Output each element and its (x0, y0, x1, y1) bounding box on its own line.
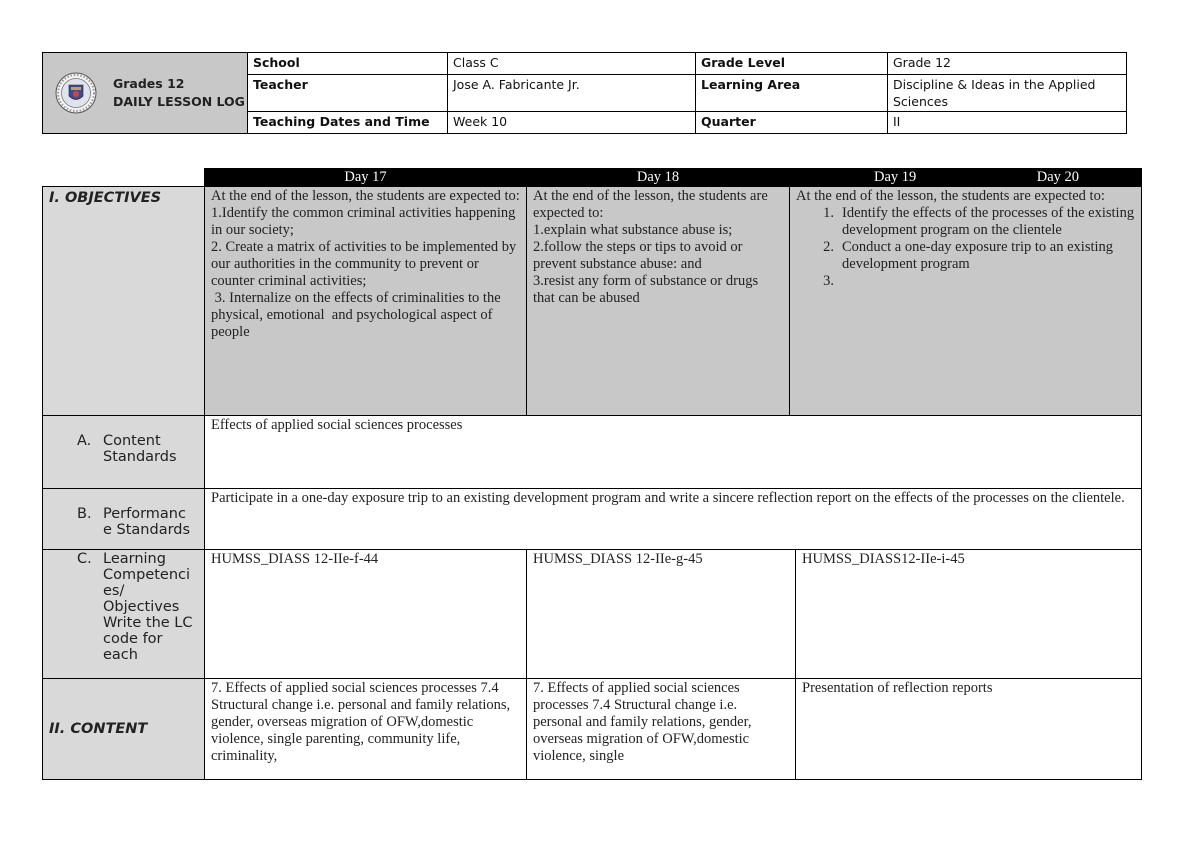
quarter-value: II (888, 112, 1127, 134)
day17-lc-code: HUMSS_DIASS 12-IIe-f-44 (205, 550, 527, 679)
school-value: Class C (448, 53, 696, 75)
list-number: 2. (823, 239, 835, 255)
day18-objective-intro: At the end of the lesson, the students are expected to: (533, 188, 768, 221)
teacher-value: Jose A. Fabricante Jr. (448, 75, 696, 112)
log-title (113, 75, 245, 111)
content-standards-text: Effects of applied social sciences processes (205, 416, 1142, 489)
list-text (842, 273, 1135, 290)
performance-standards-row (43, 489, 1142, 550)
performance-standards-letter: B. (77, 506, 92, 522)
content-row (43, 679, 1142, 780)
day17-objective-3: 3. Internalize on the effects of criminalities to the physical, emotional and psychological aspect of people (211, 290, 505, 340)
list-item (796, 273, 1135, 290)
day19-content: Presentation of reflection reports (796, 679, 1142, 780)
day19-20-header (790, 169, 1142, 187)
dates-value: Week 10 (448, 112, 696, 134)
log-title-line2: DAILY LESSON LOG (113, 94, 245, 109)
day17-objective-1: 1.Identify the common criminal activities happening in our society; (211, 205, 516, 238)
learning-area-value: Discipline & Ideas in the Applied Sciences (888, 75, 1127, 112)
day17-objective-intro: At the end of the lesson, the students are expected to: (211, 188, 520, 204)
day18-objective-3: 3.resist any form of substance or drugs that can be abused (533, 273, 759, 306)
learning-competencies-heading-cell (43, 550, 205, 679)
day19-header: Day 19 (874, 169, 917, 185)
performance-standards-text: Participate in a one-day exposure trip to an existing development program and write a sincere reflection report on the effects of the processes on the clientele. (205, 489, 1142, 550)
day20-header: Day 20 (1036, 169, 1080, 185)
learning-competencies-letter: C. (77, 551, 92, 567)
performance-standards-heading-cell (43, 489, 205, 550)
content-heading: II. CONTENT (49, 721, 148, 737)
day19-objective-intro: At the end of the lesson, the students are expected to: (796, 188, 1105, 204)
list-number: 3. (823, 273, 835, 289)
day17-header: Day 17 (205, 169, 527, 187)
day17-content: 7. Effects of applied social sciences processes 7.4 Structural change i.e. personal and family relations, gender, overseas migration of OFW,domestic violence, single parenting, community life, criminality, (205, 679, 527, 780)
day18-objective-1: 1.explain what substance abuse is; (533, 222, 733, 238)
content-standards-label: Content Standards (103, 433, 177, 465)
list-item (796, 239, 1135, 273)
day-header-row (43, 169, 1142, 187)
performance-standards-label: Performanc e Standards (103, 506, 191, 538)
quarter-label: Quarter (696, 112, 888, 134)
teacher-label: Teacher (248, 75, 448, 112)
content-standards-letter: A. (77, 433, 92, 449)
learning-competencies-row (43, 550, 1142, 679)
learning-competencies-label: Learning Competenci es/ Objectives Write the LC code for each (103, 551, 193, 663)
header-table (42, 52, 1127, 134)
school-label: School (248, 53, 448, 75)
content-standards-heading-cell (43, 416, 205, 489)
day19-lc-code: HUMSS_DIASS12-IIe-i-45 (796, 550, 1142, 679)
grade-level-value: Grade 12 (888, 53, 1127, 75)
list-text: Conduct a one-day exposure trip to an existing development program (842, 239, 1114, 272)
dates-label: Teaching Dates and Time (248, 112, 448, 134)
list-number: 1. (823, 205, 835, 221)
list-item (796, 205, 1135, 239)
school-logo-cell (43, 53, 248, 134)
day18-objective-2: 2.follow the steps or tips to avoid or prevent substance abuse: and (533, 239, 743, 272)
day-header-blank (43, 169, 205, 187)
deped-seal-icon (55, 72, 97, 114)
day19-objectives (790, 187, 1142, 416)
lesson-table (42, 168, 1142, 780)
day18-objectives (527, 187, 790, 416)
day17-objectives (205, 187, 527, 416)
objectives-heading: I. OBJECTIVES (49, 190, 162, 206)
day18-header: Day 18 (527, 169, 790, 187)
day18-content: 7. Effects of applied social sciences processes 7.4 Structural change i.e. personal and family relations, gender, overseas migration of OFW,domestic violence, single (527, 679, 796, 780)
log-title-line1: Grades 12 (113, 76, 185, 91)
grade-level-label: Grade Level (696, 53, 888, 75)
day17-objective-2: 2. Create a matrix of activities to be implemented by our authorities in the community to prevent or counter criminal activities; (211, 239, 517, 289)
list-text: Identify the effects of the processes of the existing development program on the clientele (842, 205, 1135, 238)
day18-lc-code: HUMSS_DIASS 12-IIe-g-45 (527, 550, 796, 679)
objectives-row (43, 187, 1142, 416)
day19-objective-list (796, 205, 1135, 290)
content-standards-row (43, 416, 1142, 489)
content-heading-cell (43, 679, 205, 780)
objectives-heading-cell (43, 187, 205, 416)
learning-area-label: Learning Area (696, 75, 888, 112)
